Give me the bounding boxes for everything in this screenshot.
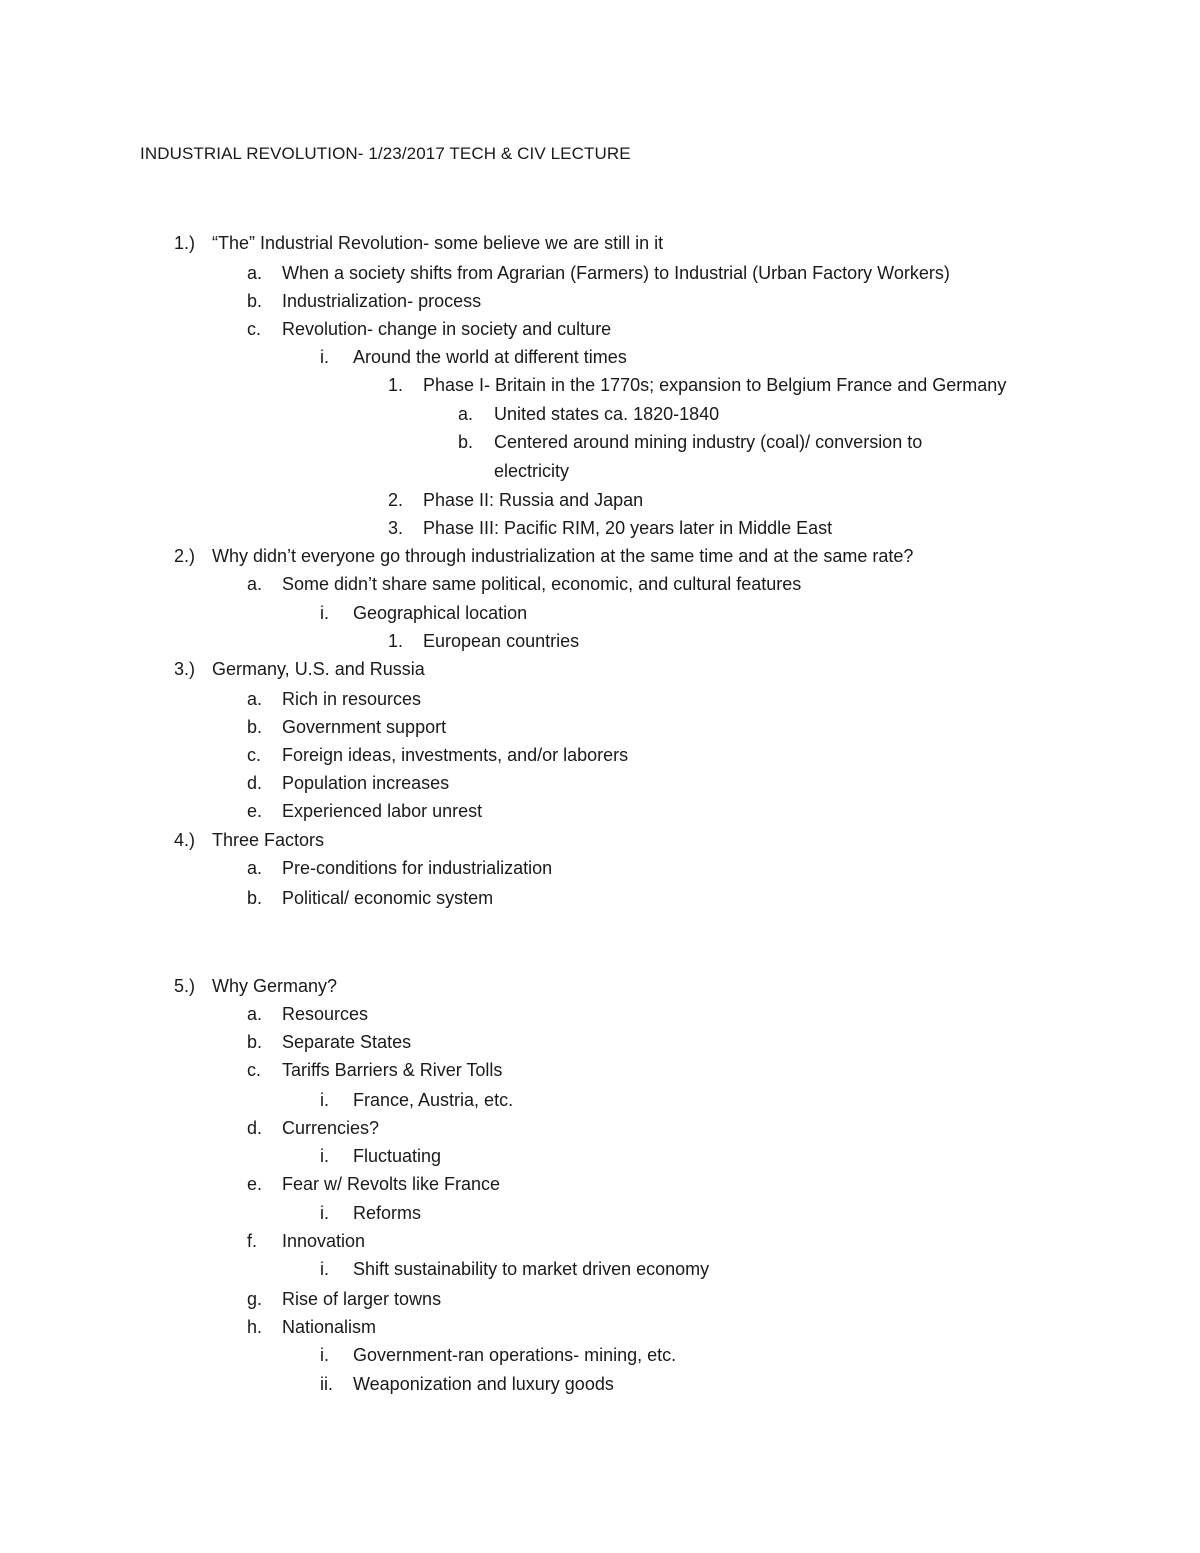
list-marker: b.: [247, 717, 263, 737]
list-item-text: Nationalism: [282, 1317, 377, 1337]
list-marker: 5.): [174, 976, 196, 996]
list-marker: f.: [247, 1231, 258, 1251]
list-marker: ii.: [320, 1374, 333, 1394]
list-item-text: Why Germany?: [212, 976, 338, 996]
list-marker: a.: [247, 263, 263, 283]
list-item-text: France, Austria, etc.: [353, 1090, 514, 1110]
list-item-text: Around the world at different times: [353, 347, 627, 367]
list-marker: c.: [247, 745, 262, 765]
list-marker: g.: [247, 1289, 263, 1309]
list-marker: h.: [247, 1317, 263, 1337]
list-marker: 1.): [174, 233, 196, 253]
list-item-text: Reforms: [353, 1203, 422, 1223]
list-marker: b.: [247, 291, 263, 311]
list-marker: a.: [247, 689, 263, 709]
list-marker: 2.: [388, 490, 404, 510]
list-item-text: Revolution- change in society and culture: [282, 319, 612, 339]
list-marker: a.: [458, 404, 474, 424]
list-item-text: United states ca. 1820-1840: [494, 404, 720, 424]
list-item-text: Separate States: [282, 1032, 412, 1052]
list-item-text: Phase II: Russia and Japan: [423, 490, 644, 510]
list-marker: a.: [247, 1004, 263, 1024]
list-item-text: Government-ran operations- mining, etc.: [353, 1345, 677, 1365]
list-item-text: Resources: [282, 1004, 369, 1024]
list-marker: 1.: [388, 631, 404, 651]
list-marker: i.: [320, 1345, 329, 1365]
list-item-text: When a society shifts from Agrarian (Farmers) to Industrial (Urban Factory Workers): [282, 263, 950, 283]
list-marker: 4.): [174, 830, 196, 850]
list-item-text: Rich in resources: [282, 689, 422, 709]
list-marker: a.: [247, 574, 263, 594]
list-item-text: Germany, U.S. and Russia: [212, 659, 425, 679]
list-item-text: electricity: [494, 461, 570, 481]
list-item-text: Government support: [282, 717, 447, 737]
list-item-text: Innovation: [282, 1231, 366, 1251]
list-marker: e.: [247, 801, 263, 821]
list-item-text: Currencies?: [282, 1118, 380, 1138]
list-item-text: Weaponization and luxury goods: [353, 1374, 614, 1394]
list-item-text: Rise of larger towns: [282, 1289, 442, 1309]
list-item-text: Fluctuating: [353, 1146, 442, 1166]
list-marker: b.: [247, 1032, 263, 1052]
list-marker: 2.): [174, 546, 196, 566]
list-marker: i.: [320, 1203, 329, 1223]
list-marker: a.: [247, 858, 263, 878]
list-marker: b.: [458, 432, 474, 452]
list-item-text: Phase I- Britain in the 1770s; expansion to Belgium France and Germany: [423, 375, 1007, 395]
list-marker: i.: [320, 1259, 329, 1279]
list-item-text: Geographical location: [353, 603, 528, 623]
list-item-text: Foreign ideas, investments, and/or laborers: [282, 745, 629, 765]
list-marker: i.: [320, 603, 329, 623]
list-item-text: Fear w/ Revolts like France: [282, 1174, 501, 1194]
list-item-text: Phase III: Pacific RIM, 20 years later in Middle East: [423, 518, 833, 538]
list-marker: 3.): [174, 659, 196, 679]
list-marker: c.: [247, 1060, 262, 1080]
list-marker: i.: [320, 1146, 329, 1166]
list-marker: e.: [247, 1174, 263, 1194]
list-marker: i.: [320, 1090, 329, 1110]
list-item-text: Why didn’t everyone go through industrialization at the same time and at the same rate?: [212, 546, 914, 566]
list-item-text: Tariffs Barriers & River Tolls: [282, 1060, 503, 1080]
page-title: INDUSTRIAL REVOLUTION- 1/23/2017 TECH & CIV LECTURE: [140, 144, 631, 163]
list-item-text: Shift sustainability to market driven economy: [353, 1259, 710, 1279]
list-item-text: “The” Industrial Revolution- some believe we are still in it: [212, 233, 664, 253]
list-marker: 3.: [388, 518, 404, 538]
list-marker: d.: [247, 773, 263, 793]
list-item-text: Industrialization- process: [282, 291, 482, 311]
list-item-text: Three Factors: [212, 830, 325, 850]
list-item-text: European countries: [423, 631, 580, 651]
list-marker: c.: [247, 319, 262, 339]
list-item-text: Experienced labor unrest: [282, 801, 483, 821]
list-item-text: Some didn’t share same political, economic, and cultural features: [282, 574, 802, 594]
list-item-text: Pre-conditions for industrialization: [282, 858, 553, 878]
list-marker: d.: [247, 1118, 263, 1138]
list-item-text: Political/ economic system: [282, 888, 494, 908]
list-marker: i.: [320, 347, 329, 367]
list-marker: b.: [247, 888, 263, 908]
list-marker: 1.: [388, 375, 404, 395]
list-item-text: Population increases: [282, 773, 450, 793]
list-item-text: Centered around mining industry (coal)/ conversion to: [494, 432, 923, 452]
